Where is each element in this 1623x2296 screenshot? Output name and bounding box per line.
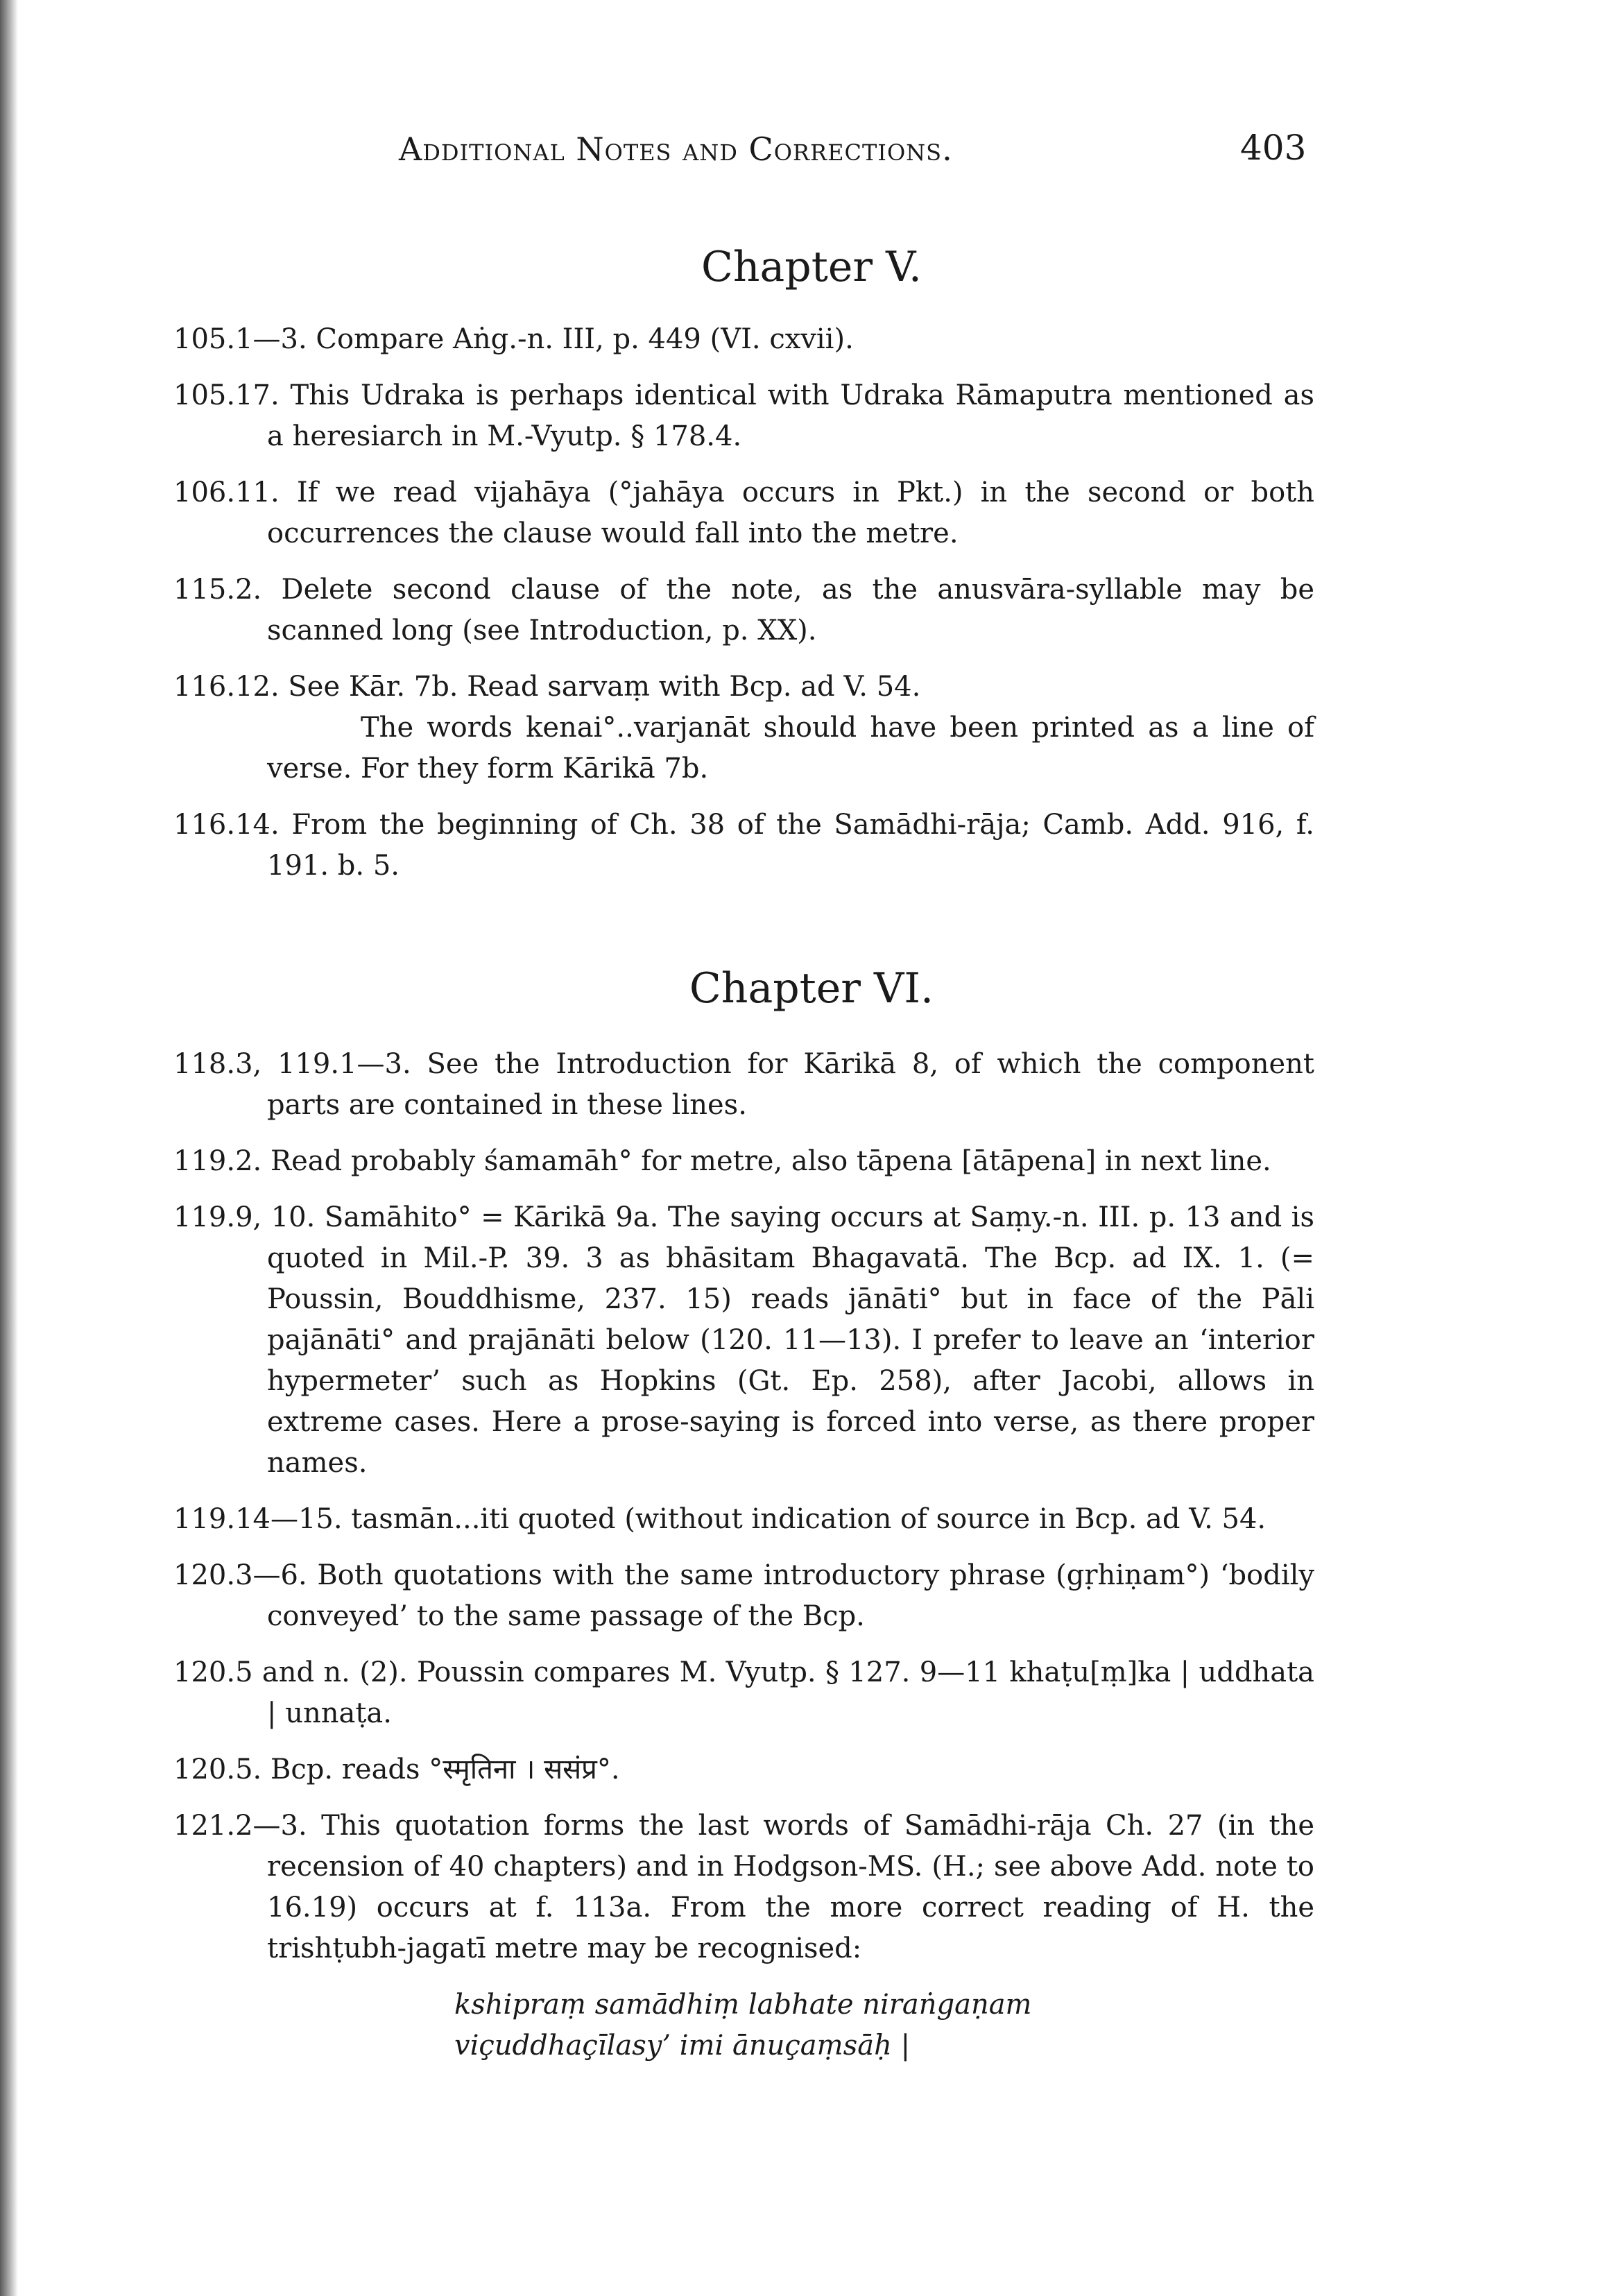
verse-line-2: viçuddhaçīlasy’ imi ānuçaṃsāḥ |	[454, 2030, 911, 2062]
chapter-heading-v: Chapter V.	[701, 243, 922, 291]
note-text: If we read vijahāya (°jahāya occurs in Pkt.) in the second or both occurrences the clause would fall into the metre.	[267, 477, 1315, 549]
note-120-5	[173, 1749, 1314, 1790]
note-106-11	[173, 472, 1314, 554]
note-105-17	[173, 375, 1314, 457]
note-119-2	[173, 1141, 1314, 1182]
note-text: Read probably śamamāh° for metre, also tāpena [ātāpena] in next line.	[270, 1145, 1271, 1177]
note-text: See the Introduction for Kārikā 8, of which the component parts are contained in these lines.	[267, 1048, 1314, 1121]
note-ref: 105.1—3.	[173, 323, 307, 355]
note-115-2	[173, 569, 1314, 651]
note-ref: 106.11.	[173, 477, 280, 508]
note-text: Delete second clause of the note, as the anusvāra-syllable may be scanned long (see Introduction, p. XX).	[267, 574, 1314, 646]
note-ref: 116.14.	[173, 809, 280, 841]
note-ref: 118.3, 119.1—3.	[173, 1048, 411, 1080]
note-116-12	[173, 667, 1314, 789]
chapter-heading-vi: Chapter VI.	[689, 964, 934, 1013]
note-105-1	[173, 319, 1314, 360]
notes-section-chapter-v	[173, 319, 1314, 902]
page-header	[0, 130, 1623, 172]
note-120-5-n2	[173, 1652, 1314, 1734]
note-text-continued: The words kenai°..varjanāt should have been printed as a line of verse. For they form Kārikā 7b.	[267, 712, 1314, 785]
note-text: Both quotations with the same introductory phrase (gṛhiṇam°) ‘bodily conveyed’ to the same passage of the Bcp.	[267, 1559, 1315, 1632]
note-text: Poussin compares M. Vyutp. § 127. 9—11 khaṭu[ṃ]ka | uddhata | unnaṭa.	[267, 1656, 1315, 1729]
note-text: Compare Aṅg.-n. III, p. 449 (VI. cxvii).	[316, 323, 854, 355]
note-text: Bcp. reads °स्मृतिना । ससंप्र°.	[270, 1754, 620, 1785]
note-text: This quotation forms the last words of Samādhi-rāja Ch. 27 (in the recension of 40 chapters) and in Hodgson-MS. (H.; see above Add. note to 16.19) occurs at f. 113a. From the more correct reading of H. the trishṭubh-jagatī metre may be recognised:	[267, 1810, 1314, 1964]
note-120-3	[173, 1555, 1314, 1637]
note-ref: 120.5 and n. (2).	[173, 1656, 408, 1688]
note-text: tasmān...iti quoted (without indication of source in Bcp. ad V. 54.	[351, 1503, 1266, 1535]
note-text: From the beginning of Ch. 38 of the Samādhi-rāja; Camb. Add. 916, f. 191. b. 5.	[267, 809, 1314, 882]
page-number: 403	[1240, 128, 1307, 168]
note-118-3	[173, 1044, 1314, 1126]
note-ref: 119.9, 10.	[173, 1201, 316, 1233]
note-text: Samāhito° = Kārikā 9a. The saying occurs at Saṃy.-n. III. p. 13 and is quoted in Mil.-P. 39. 3 as bhāsitam Bhagavatā. The Bcp. ad IX. 1. (= Poussin, Bouddhisme, 237. 15) reads jānāti° but in face of the Pāli pajānāti° and prajānāti below (120. 11—13). I prefer to leave an ‘interior hypermeter’ such as Hopkins (Gt. Ep. 258), after Jacobi, allows in extreme cases. Here a prose-saying is forced into verse, as there proper names.	[267, 1201, 1315, 1479]
note-ref: 116.12.	[173, 671, 280, 703]
note-ref: 119.14—15.	[173, 1503, 343, 1535]
note-ref: 105.17.	[173, 379, 280, 411]
note-121-2	[173, 1806, 1314, 1969]
note-ref: 120.5.	[173, 1754, 262, 1785]
verse-line-1: kshipraṃ samādhiṃ labhate niraṅgaṇam	[454, 1989, 1032, 2021]
note-116-14	[173, 805, 1314, 886]
note-text: This Udraka is perhaps identical with Udraka Rāmaputra mentioned as a heresiarch in M.-Vyutp. § 178.4.	[267, 379, 1315, 452]
note-ref: 115.2.	[173, 574, 262, 606]
note-ref: 119.2.	[173, 1145, 262, 1177]
note-text: See Kār. 7b. Read sarvaṃ with Bcp. ad V. 54.	[288, 671, 921, 703]
page-edge-shadow	[0, 0, 18, 2296]
running-title: Additional Notes and Corrections.	[399, 130, 953, 168]
notes-section-chapter-vi	[173, 1044, 1314, 2066]
note-119-14	[173, 1499, 1314, 1540]
note-ref: 121.2—3.	[173, 1810, 307, 1842]
note-119-9	[173, 1197, 1314, 1484]
note-ref: 120.3—6.	[173, 1559, 307, 1591]
